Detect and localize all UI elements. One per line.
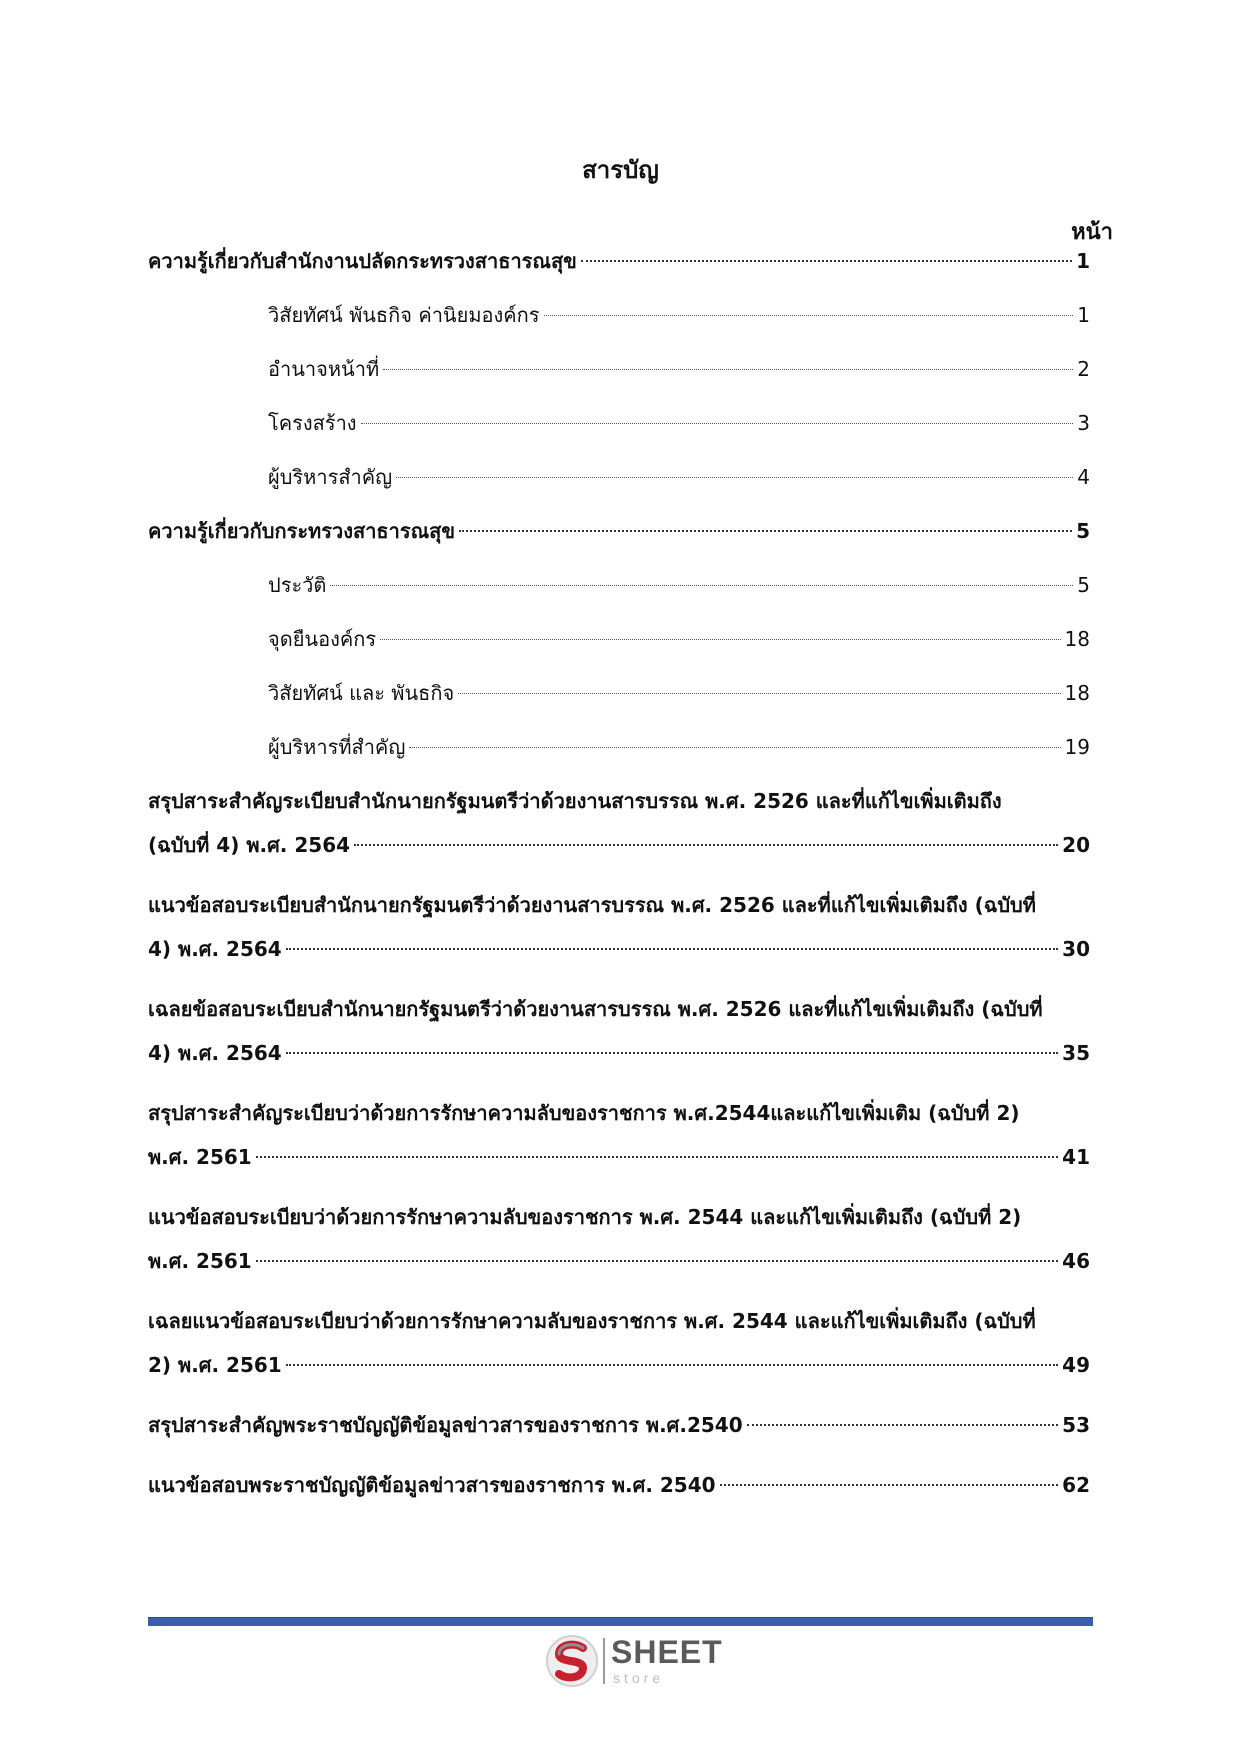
toc-entry-page: 1 [1077, 303, 1090, 327]
toc-entry-title: วิสัยทัศน์ และ พันธกิจ [268, 681, 455, 705]
dot-leader [286, 1052, 1058, 1054]
toc-entry[interactable] [148, 883, 1090, 971]
toc-entry-page: 3 [1077, 411, 1090, 435]
dot-leader [459, 530, 1072, 532]
toc-entry-page: 18 [1064, 627, 1090, 651]
dot-leader [458, 693, 1060, 694]
toc-entry-page: 41 [1062, 1145, 1090, 1169]
toc-entry-title-line2: พ.ศ. 2561 [148, 1145, 252, 1169]
dot-leader [256, 1260, 1058, 1262]
dot-leader [361, 423, 1074, 424]
toc-entry[interactable] [148, 987, 1090, 1075]
toc-entry[interactable] [268, 725, 1090, 769]
dot-leader [256, 1156, 1058, 1158]
sheet-store-logo [545, 1632, 725, 1692]
logo-separator [603, 1638, 605, 1684]
toc-entry-page: 53 [1062, 1413, 1090, 1437]
page-title: สารบัญ [582, 156, 659, 184]
dot-leader [396, 477, 1073, 478]
toc-entry-title: สรุปสาระสำคัญพระราชบัญญัติข้อมูลข่าวสารของราชการ พ.ศ.2540 [148, 1413, 743, 1437]
toc-entry-title: ความรู้เกี่ยวกับสำนักงานปลัดกระทรวงสาธารณสุข [148, 249, 577, 273]
toc-entry-title-line1: แนวข้อสอบระเบียบว่าด้วยการรักษาความลับของราชการ พ.ศ. 2544 และแก้ไขเพิ่มเติมถึง (ฉบับที่ 2) [148, 1205, 1022, 1229]
toc-entry-page: 2 [1077, 357, 1090, 381]
dot-leader [286, 948, 1058, 950]
toc-entry-page: 19 [1064, 735, 1090, 759]
toc-entry-page: 5 [1077, 573, 1090, 597]
toc-entry[interactable] [268, 455, 1090, 499]
toc-entry[interactable] [268, 347, 1090, 391]
logo-text: SHEET [611, 1634, 723, 1670]
dot-leader [747, 1424, 1059, 1426]
toc-entry-page: 1 [1076, 249, 1090, 273]
toc-entry-page: 49 [1062, 1353, 1090, 1377]
toc-entry-title-line2: (ฉบับที่ 4) พ.ศ. 2564 [148, 833, 351, 857]
toc-entry[interactable] [148, 239, 1090, 283]
toc-entry-page: 5 [1076, 519, 1090, 543]
toc-entry-page: 30 [1062, 937, 1090, 961]
dot-leader [380, 639, 1060, 640]
toc-entry[interactable] [268, 563, 1090, 607]
dot-leader [544, 315, 1074, 316]
toc-entry[interactable] [268, 401, 1090, 445]
toc-entry[interactable] [148, 1463, 1090, 1507]
toc-entry[interactable] [148, 1091, 1090, 1179]
toc-entry-title: ผู้บริหารที่สำคัญ [268, 735, 406, 759]
toc-entry[interactable] [148, 1299, 1090, 1387]
dot-leader [286, 1364, 1058, 1366]
toc-entry-title-line1: เฉลยแนวข้อสอบระเบียบว่าด้วยการรักษาความลับของราชการ พ.ศ. 2544 และแก้ไขเพิ่มเติมถึง (ฉบับที่ [148, 1309, 1036, 1333]
sheet-store-logo-icon [545, 1634, 599, 1688]
toc-entry-title-line2: 4) พ.ศ. 2564 [148, 1041, 282, 1065]
toc-entry[interactable] [268, 293, 1090, 337]
toc-entry-title: จุดยืนองค์กร [268, 627, 377, 651]
toc-entry-title-line2: 2) พ.ศ. 2561 [148, 1353, 282, 1377]
toc-entry[interactable] [148, 509, 1090, 553]
toc-entry[interactable] [268, 671, 1090, 715]
toc-entry[interactable] [148, 1403, 1090, 1447]
logo-subtext: store [613, 1670, 665, 1686]
dot-leader [720, 1484, 1059, 1486]
toc-entry-page: 20 [1062, 833, 1090, 857]
toc-entry-title: วิสัยทัศน์ พันธกิจ ค่านิยมองค์กร [268, 303, 540, 327]
dot-leader [383, 369, 1073, 370]
footer-divider [148, 1617, 1093, 1626]
toc-entry-title-line1: สรุปสาระสำคัญระเบียบว่าด้วยการรักษาความลับของราชการ พ.ศ.2544และแก้ไขเพิ่มเติม (ฉบับที่ 2) [148, 1101, 1020, 1125]
toc-entry-title: โครงสร้าง [268, 411, 357, 435]
toc-entry-title: ประวัติ [268, 573, 327, 597]
dot-leader [354, 844, 1058, 846]
toc-entry-title: ผู้บริหารสำคัญ [268, 465, 393, 489]
toc-entry-title-line1: เฉลยข้อสอบระเบียบสำนักนายกรัฐมนตรีว่าด้วยงานสารบรรณ พ.ศ. 2526 และที่แก้ไขเพิ่มเติมถึง (ฉบับที่ [148, 997, 1043, 1021]
toc-entry-title: ความรู้เกี่ยวกับกระทรวงสาธารณสุข [148, 519, 456, 543]
toc-entry-page: 46 [1062, 1249, 1090, 1273]
toc-entry-title-line2: 4) พ.ศ. 2564 [148, 937, 282, 961]
toc-entry[interactable] [148, 1195, 1090, 1283]
toc-entry-title: อำนาจหน้าที่ [268, 357, 380, 381]
toc-entry[interactable] [148, 779, 1090, 867]
toc-entry-page: 4 [1077, 465, 1090, 489]
toc-entry-page: 18 [1064, 681, 1090, 705]
toc-entry-title-line1: สรุปสาระสำคัญระเบียบสำนักนายกรัฐมนตรีว่าด้วยงานสารบรรณ พ.ศ. 2526 และที่แก้ไขเพิ่มเติมถึง [148, 789, 1002, 813]
dot-leader [581, 260, 1072, 262]
toc-entry-title: แนวข้อสอบพระราชบัญญัติข้อมูลข่าวสารของราชการ พ.ศ. 2540 [148, 1473, 716, 1497]
dot-leader [330, 585, 1073, 586]
toc-entry[interactable] [268, 617, 1090, 661]
toc-entry-page: 62 [1062, 1473, 1090, 1497]
page-column-label: หน้า [1071, 220, 1113, 245]
toc-entry-title-line2: พ.ศ. 2561 [148, 1249, 252, 1273]
toc-entry-page: 35 [1062, 1041, 1090, 1065]
dot-leader [409, 747, 1060, 748]
toc-entry-title-line1: แนวข้อสอบระเบียบสำนักนายกรัฐมนตรีว่าด้วยงานสารบรรณ พ.ศ. 2526 และที่แก้ไขเพิ่มเติมถึง (ฉบับที่ [148, 893, 1036, 917]
